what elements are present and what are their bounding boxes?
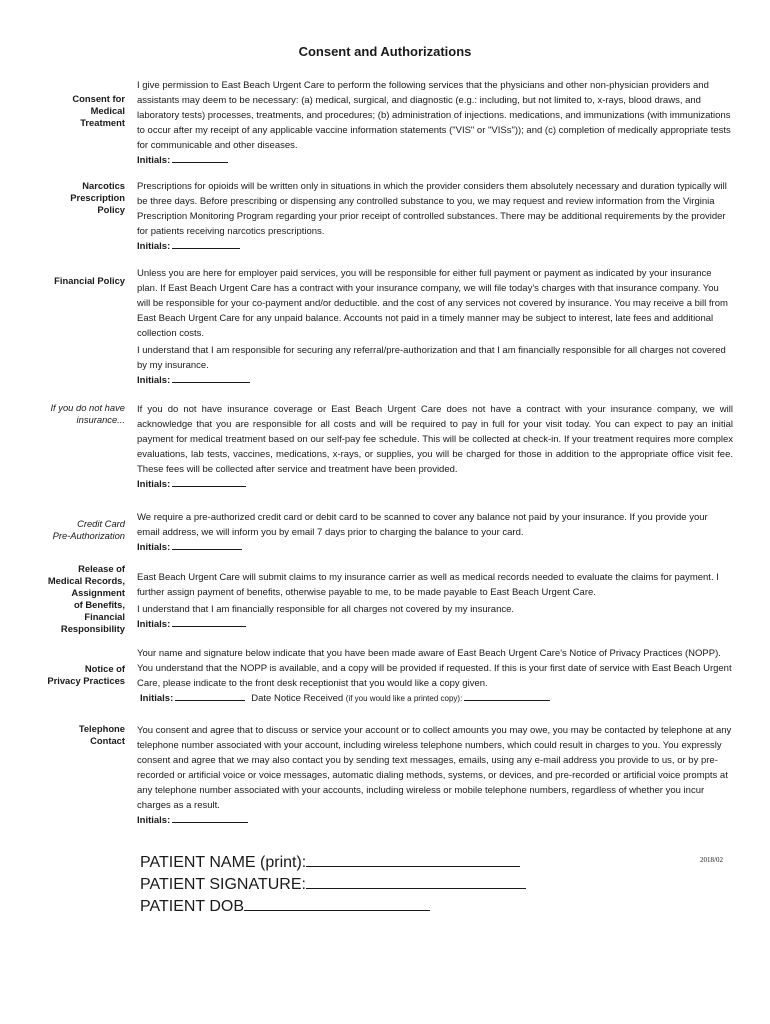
financial-paragraph: I understand that I am responsible for securing any referral/pre-authorization and that I am financially responsible for all charges not covered by my insurance. (137, 345, 726, 371)
narcotics-initials (137, 239, 733, 254)
credit-card-initials (137, 540, 733, 555)
telephone-paragraph: You consent and agree that to discuss or service your account or to collect amounts you may owe, you may be contacted by telephone at any telephone number associated with your account, including wireless telephone numbers, which could result in charges to you. You expressly consent and agree that we may also contact you by sending text messages, emails, using any e-mail address you provide to us, or by pre-recorded or artificial voice or voice messages, automatic dialing methods, systems, or devices, and pre-recorded or artificial voice prompts at any telephone number associated with your accounts, including wireless or mobile telephone numbers, regardless of whether you incur charges as a result. (137, 725, 732, 811)
patient-name-field[interactable] (306, 852, 520, 867)
label-line: If you do not have (50, 402, 125, 413)
label-line: Credit Card (77, 518, 125, 529)
label-line: Notice of (84, 663, 125, 674)
initials-label: Initials: (137, 542, 171, 553)
financial-label (7, 275, 125, 287)
financial-initials (137, 373, 733, 388)
no-insurance-label (7, 402, 125, 426)
patient-signature-label: PATIENT SIGNATURE: (140, 876, 306, 893)
credit-card-paragraph: We require a pre-authorized credit card or debit card to be scanned to cover any balance not paid by your insurance. If you provide your email address, we will inform you by email 7 days prior to charging the balance to your card. (137, 512, 708, 538)
label-line: Privacy Practices (47, 675, 125, 686)
label-line: Assignment (71, 587, 125, 598)
date-notice-note: (if you would like a printed copy): (345, 694, 463, 703)
initials-label: Initials: (140, 693, 174, 704)
no-insurance-paragraph: If you do not have insurance coverage or East Beach Urgent Care does not have a contract with your insurance company, we will acknowledge that you are responsible for all costs and will be required to pay in full for your visit today. You can expect to pay an initial payment for medical treatment based on our self-pay fee schedule. This will be collected at check-in. If your treatment requires more complex evaluations, lab tests, vaccines, medications, x-rays, or supplies, you will be charged for those in addition to the appropriate office visit fee. These fees will be collected after service and treatment have been provided. (137, 404, 733, 475)
initials-field[interactable] (172, 373, 250, 383)
label-line: Medical (90, 105, 125, 116)
label-line: Responsibility (60, 623, 125, 634)
label-line: Consent for (72, 93, 125, 104)
label-line: Financial Policy (54, 275, 125, 286)
credit-card-body (137, 510, 733, 555)
initials-field[interactable] (172, 813, 248, 823)
privacy-initials (137, 691, 733, 706)
label-line: Narcotics (82, 180, 125, 191)
label-line: Policy (97, 204, 125, 215)
date-notice-label: Date Notice Received (251, 693, 344, 704)
page-title: Consent and Authorizations (298, 44, 472, 59)
initials-label: Initials: (137, 479, 171, 490)
label-line: Telephone (78, 723, 125, 734)
initials-field[interactable] (172, 153, 228, 163)
release-body (137, 570, 733, 632)
release-initials (137, 617, 733, 632)
release-paragraph: East Beach Urgent Care will submit claims to my insurance carrier as well as medical records needed to evaluate the claims for payment. I further assign payment of benefits, otherwise payable to me, to be made payable to East Beach Urgent Care. (137, 572, 719, 598)
initials-field[interactable] (172, 617, 246, 627)
label-line: Contact (90, 735, 125, 746)
narcotics-paragraph: Prescriptions for opioids will be written only in situations in which the provider considers them absolutely necessary and duration typically will be three days. Before prescribing or dispensing any controlled substance to you, we may request and review information from the Virginia Prescription Monitoring Program regarding your prior receipt of controlled substances. There may be additional requirements by the provider for patients receiving narcotics prescriptions. (137, 181, 727, 237)
financial-paragraph: Unless you are here for employer paid services, you will be responsible for either full payment or payment as indicated by your insurance plan. If East Beach Urgent Care has a contract with your insurance company, we will file today's charges with that insurance company. You will be responsible for your co-payment and/or deductible. and the cost of any services not covered by insurance. You may receive a bill from East Beach Urgent Care for any unpaid balance. Accounts not paid in a timely manner may be subject to interest, late fees and additional collection costs. (137, 268, 728, 339)
label-line: Pre-Authorization (52, 530, 125, 541)
date-notice-field[interactable] (464, 691, 550, 701)
narcotics-label (7, 180, 125, 216)
label-line: Treatment (80, 117, 125, 128)
patient-name-label: PATIENT NAME (print): (140, 854, 307, 871)
credit-card-label (7, 518, 125, 542)
release-paragraph: I understand that I am financially responsible for all charges not covered by my insurance. (137, 604, 515, 615)
form-code: 2018/02 (700, 856, 723, 864)
label-line: Prescription (70, 192, 125, 203)
initials-field[interactable] (172, 477, 246, 487)
consent-body (137, 78, 733, 168)
telephone-label (7, 723, 125, 747)
consent-paragraph: I give permission to East Beach Urgent Care to perform the following services that the physicians and other non-physician providers and assistants may deem to be necessary: (a) medical, surgical, and diagnostic (e.g.: including, but not limited to, x-rays, blood draws, and laboratory tests) processes, treatments, and procedures; (b) administration of injections. medications, and immunizations (with immunizations to occur after my receipt of any applicable vaccine information statements ("VIS" or "VISs")); and (c) completion of medically appropriate tests for communicable and other diseases. (137, 80, 731, 151)
initials-label: Initials: (137, 815, 171, 826)
initials-label: Initials: (137, 155, 171, 166)
patient-dob-line (140, 896, 526, 918)
initials-label: Initials: (137, 241, 171, 252)
initials-field[interactable] (172, 239, 240, 249)
financial-body (137, 266, 733, 388)
consent-label (7, 93, 125, 129)
patient-name-line (140, 852, 526, 874)
privacy-label (7, 663, 125, 687)
privacy-body (137, 646, 733, 706)
telephone-body (137, 723, 733, 828)
initials-label: Initials: (137, 619, 171, 630)
label-line: Release of (78, 563, 125, 574)
patient-signature-line (140, 874, 526, 896)
patient-dob-field[interactable] (244, 896, 430, 911)
label-line: Medical Records, (47, 575, 125, 586)
label-line: insurance... (76, 414, 125, 425)
label-line: of Benefits, (73, 599, 125, 610)
initials-label: Initials: (137, 375, 171, 386)
privacy-paragraph: Your name and signature below indicate that you have been made aware of East Beach Urgent Care's Notice of Privacy Practices (NOPP). You understand that the NOPP is available, and a copy will be provided if requested. If this is your first date of service with East Beach Urgent Care, please indicate to the front desk receptionist that you would like a copy given. (137, 648, 732, 689)
initials-field[interactable] (172, 540, 242, 550)
patient-dob-label: PATIENT DOB (140, 898, 245, 915)
consent-initials (137, 153, 733, 168)
telephone-initials (137, 813, 733, 828)
narcotics-body (137, 179, 733, 254)
patient-signature-field[interactable] (306, 874, 526, 889)
release-label (7, 563, 125, 635)
no-insurance-initials (137, 477, 733, 492)
initials-field[interactable] (175, 691, 245, 701)
no-insurance-body (137, 402, 733, 492)
label-line: Financial (84, 611, 125, 622)
patient-block (140, 852, 526, 918)
